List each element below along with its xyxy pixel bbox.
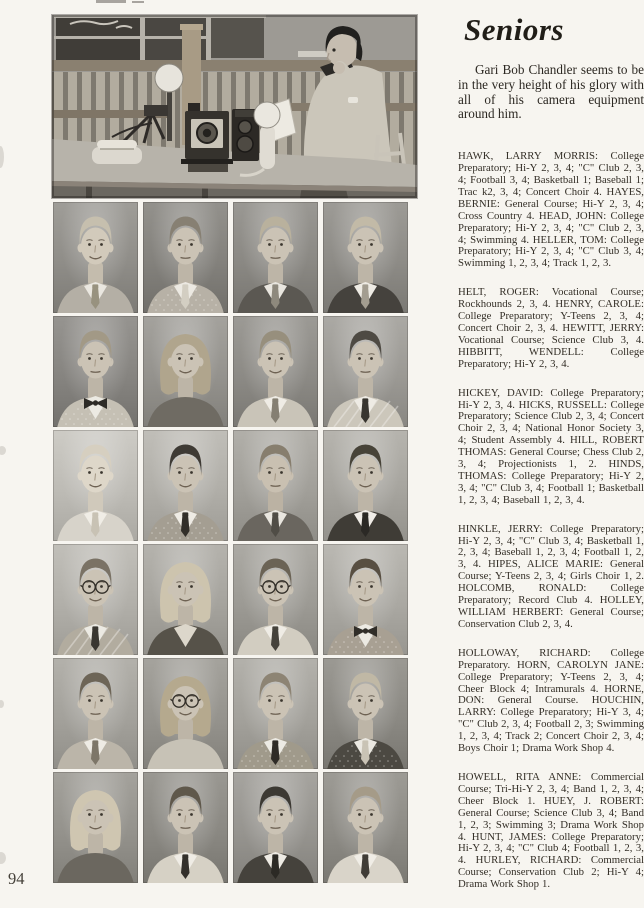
scan-smudge <box>0 146 4 168</box>
portrait-bust <box>233 202 318 313</box>
portrait-photo-1 <box>53 202 138 313</box>
portrait-photo-24 <box>323 772 408 883</box>
portrait-bust <box>143 316 228 427</box>
portrait-photo-20 <box>323 658 408 769</box>
scan-smudge <box>0 852 6 864</box>
telephone <box>92 140 142 164</box>
portrait-bust <box>53 202 138 313</box>
portrait-photo-11 <box>233 430 318 541</box>
portrait-bust <box>323 772 408 883</box>
listing-paragraph-4: HINKLE, JERRY: College Preparatory; Hi-Y 2, 3, 4; "C" Club 3, 4; Basketball 1, 2, 3, 4; Baseball 1, 2, 3, 4; Football 1, 2, 3, 4. HIPES, ALICE MARIE: General Course; Y-Teens 2, 3, 4; Girls Choir 1, 2. HOLCOMB, RONALD: College Preparatory; Record Club 4. HOLLEY, WILLIAM HERBERT: General Course; Conservation Club 2, 3, 4. <box>458 522 644 630</box>
portrait-photo-7 <box>233 316 318 427</box>
portrait-bust <box>53 544 138 655</box>
portrait-photo-5 <box>53 316 138 427</box>
listing-paragraph-3: HICKEY, DAVID: College Preparatory; Hi-Y 2, 3, 4. HICKS, RUSSELL: College Preparatory; Science Club 2, 3, 4; Concert Choir 2, 3, 4; National Honor Society 3, 4; Student Assembly 4. HILL, ROBERT THOMAS: General Course; Chess Club 2, 3, 4; Projectionists 1, 2. HINDS, THOMAS: College Preparatory; Hi-Y 2, 3, 4; "C" Club 3, 4; Football 1; Basketball 1, 2, 3, 4; Baseball 1, 2, 3, 4. <box>458 386 644 506</box>
portrait-bust <box>53 658 138 769</box>
portrait-photo-14 <box>143 544 228 655</box>
text-column <box>458 0 644 908</box>
portrait-photo-19 <box>233 658 318 769</box>
portrait-grid <box>53 202 408 883</box>
portrait-photo-8 <box>323 316 408 427</box>
scan-mark <box>96 0 126 3</box>
portrait-photo-18 <box>143 658 228 769</box>
portrait-bust <box>233 544 318 655</box>
portrait-bust <box>143 544 228 655</box>
listing-paragraph-1: HAWK, LARRY MORRIS: College Preparatory; Hi-Y 2, 3, 4; "C" Club 2, 3, 4; Football 3, 4; Basketball 1; Baseball 1; Trac k2, 3, 4; Concert Choir 4. HAYES, BERNIE: General Course; Hi-Y 2, 3, 4; Cross Country 4. HEAD, JOHN: College Preparatory; Hi-Y 2, 3, 4; "C" Club 2, 3, 4; Swimming 4. HELLER, TOM: College Preparatory; Hi-Y 2, 3, 4; "C" Club 3, 4; Swimming 1, 2, 3, 4; Track 1, 2, 3. <box>458 150 644 270</box>
portrait-bust <box>143 430 228 541</box>
portrait-bust <box>323 544 408 655</box>
portrait-bust <box>143 772 228 883</box>
portrait-photo-21 <box>53 772 138 883</box>
scan-smudge <box>0 700 4 708</box>
scan-mark <box>132 1 144 3</box>
listing-paragraph-6: HOWELL, RITA ANNE: Commercial Course; Tri-Hi-Y 2, 3, 4; Band 1, 2, 3, 4; Cheer Block 1. HUEY, J. ROBERT: General Course; Science Club 3, 4; Band 1, 2, 3; Swimming 3; Drama Work Shop 4. HUNT, JAMES: College Preparatory; Hi-Y 2, 3, 4; "C" Club 4; Football 1, 2, 3, 4. HURLEY, RICHARD: Commercial Course; Conservation Club 2; Hi-Y 4; Drama Work Shop 1. <box>458 770 644 891</box>
portrait-photo-12 <box>323 430 408 541</box>
portrait-photo-2 <box>143 202 228 313</box>
portrait-photo-9 <box>53 430 138 541</box>
portrait-photo-13 <box>53 544 138 655</box>
portrait-bust <box>53 430 138 541</box>
page-number: 94 <box>8 869 25 888</box>
portrait-photo-3 <box>233 202 318 313</box>
scan-smudge <box>0 446 6 455</box>
portrait-bust <box>233 316 318 427</box>
portrait-bust <box>323 430 408 541</box>
portrait-photo-16 <box>323 544 408 655</box>
portrait-photo-23 <box>233 772 318 883</box>
portrait-photo-22 <box>143 772 228 883</box>
portrait-photo-15 <box>233 544 318 655</box>
portrait-bust <box>233 772 318 883</box>
portrait-bust <box>323 202 408 313</box>
portrait-photo-10 <box>143 430 228 541</box>
hero-caption: Gari Bob Chandler seems to be in the very height of his glory with all of his camera equipment around him. <box>458 62 644 122</box>
portrait-bust <box>323 658 408 769</box>
hero-photo <box>52 15 417 198</box>
portrait-bust <box>53 316 138 427</box>
portrait-photo-4 <box>323 202 408 313</box>
senior-listings <box>458 151 644 891</box>
portrait-bust <box>143 202 228 313</box>
portrait-photo-6 <box>143 316 228 427</box>
press-camera-icon <box>181 103 233 172</box>
portrait-bust <box>143 658 228 769</box>
portrait-photo-17 <box>53 658 138 769</box>
hero-photo-illustration <box>52 15 417 198</box>
page-title: Seniors <box>464 12 564 47</box>
portrait-bust <box>233 430 318 541</box>
listing-paragraph-2: HELT, ROGER: Vocational Course; Rockhounds 2, 3, 4. HENRY, CAROLE: College Preparatory; Y-Teens 2, 3, 4; Concert Choir 2, 3, 4. HEWITT, JERRY: Vocational Course; Science Club 3, 4. HIBBITT, WENDELL: College Preparatory; Hi-Y 2, 3, 4. <box>458 286 644 370</box>
portrait-bust <box>323 316 408 427</box>
listing-paragraph-5: HOLLOWAY, RICHARD: College Preparatory. HORN, CAROLYN JANE: College Preparatory; Y-Teens 2, 3, 4; Cheer Block 4; Intramurals 4. HORNE, DON: General Course. HOUCHIN, LARRY: College Preparatory; Hi-Y 3, 4; "C" Club 2, 3, 4; Football 2, 3; Swimming 1, 2, 3, 4; Track 2; Concert Choir 2, 3, 4; Boys Choir 1; Drama Work Shop 4. <box>458 646 644 755</box>
portrait-bust <box>233 658 318 769</box>
portrait-bust <box>53 772 138 883</box>
